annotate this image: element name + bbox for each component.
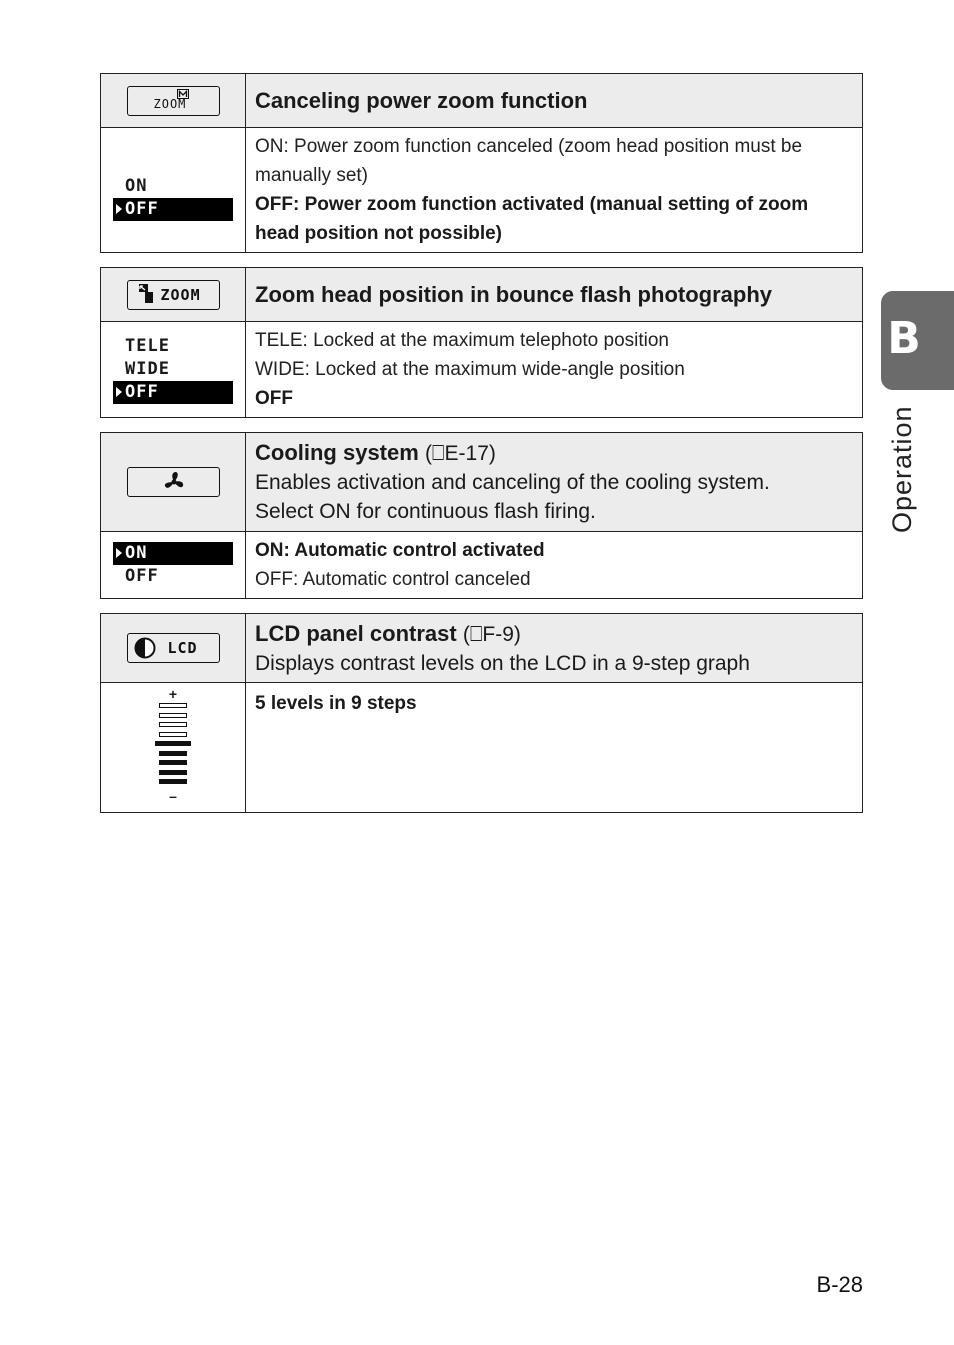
lcd-contrast-icon (127, 633, 220, 663)
contrast-step-segment (159, 703, 187, 708)
option-tele: TELE (125, 336, 170, 356)
chapter-tab (881, 291, 954, 390)
contrast-step-segment (159, 779, 187, 784)
cooling-icon-cell (101, 433, 246, 532)
lcd-contrast-title-cell (246, 614, 863, 683)
graph-plus-label: + (168, 686, 178, 702)
option-on-selected: ON (113, 542, 233, 565)
contrast-step-segment (155, 741, 191, 746)
contrast-step-segment (159, 713, 187, 718)
contrast-step-segment (159, 722, 187, 727)
icon-lcd-text: LCD (167, 639, 198, 657)
desc-line: OFF: Automatic control canceled (255, 569, 531, 590)
setting-table-bounce-zoom (100, 267, 863, 418)
desc-line: ON: Automatic control activated (255, 540, 545, 561)
setting-table-lcd-contrast (100, 613, 863, 813)
bounce-zoom-desc-cell (246, 322, 863, 418)
desc-line: 5 levels in 9 steps (255, 693, 417, 714)
header-desc-line: Displays contrast levels on the LCD in a 9-step graph (255, 651, 750, 675)
desc-line: ON: Power zoom function canceled (zoom head position must be manually set) (255, 136, 803, 186)
chapter-letter: B (887, 313, 921, 364)
setting-table-power-zoom (100, 73, 863, 253)
desc-line: WIDE: Locked at the maximum wide-angle position (255, 359, 685, 380)
lcd-contrast-desc-cell (246, 683, 863, 813)
contrast-level-graph (153, 687, 193, 803)
bounce-zoom-icon-cell (101, 268, 246, 322)
desc-line: OFF: Power zoom function activated (manual setting of zoom head position not possible) (255, 194, 809, 244)
power-zoom-desc-cell (246, 128, 863, 253)
bounce-zoom-options-cell (101, 322, 246, 418)
power-zoom-title-cell (246, 74, 863, 128)
bounce-head-icon (137, 284, 155, 304)
zoom-m-icon (127, 86, 220, 116)
option-off-selected: OFF (113, 381, 233, 404)
contrast-step-segment (159, 760, 187, 765)
zoom-cancel-icon-cell (101, 74, 246, 128)
bounce-zoom-icon (127, 280, 220, 310)
option-off: OFF (125, 566, 159, 586)
desc-line: OFF (255, 388, 293, 409)
option-off-selected: OFF (113, 198, 233, 221)
fan-icon-box (127, 467, 220, 497)
desc-line: TELE: Locked at the maximum telephoto position (255, 330, 670, 351)
header-desc-line: Enables activation and canceling of the cooling system. (255, 471, 770, 494)
lcd-contrast-icon-cell (101, 614, 246, 683)
contrast-step-segment (159, 770, 187, 775)
page-reference: (⎕F-9) (462, 622, 521, 646)
power-zoom-options-cell (101, 128, 246, 253)
chapter-label: Operation (887, 405, 917, 533)
section-title: Cooling system (255, 440, 419, 465)
cooling-desc-cell (246, 532, 863, 599)
page-reference: (⎕E-17) (424, 442, 496, 465)
option-wide: WIDE (125, 359, 170, 379)
contrast-step-segment (159, 732, 187, 737)
header-desc-line: Select ON for continuous flash firing. (255, 500, 596, 523)
page-number: B-28 (816, 1272, 863, 1297)
contrast-step-segment (159, 751, 187, 756)
setting-table-cooling (100, 432, 863, 599)
contrast-half-circle-icon (133, 636, 157, 660)
section-title: Canceling power zoom function (255, 88, 588, 113)
graph-minus-label: – (169, 788, 177, 804)
bounce-zoom-title-cell (246, 268, 863, 322)
cooling-title-cell (246, 433, 863, 532)
cooling-options-cell (101, 532, 246, 599)
fan-icon (159, 470, 189, 494)
icon-zoom-text: ZOOM (160, 285, 201, 304)
section-title: LCD panel contrast (255, 620, 457, 646)
option-on: ON (125, 176, 148, 196)
section-title: Zoom head position in bounce flash photography (255, 282, 772, 307)
icon-zoom-text: ZOOM (153, 96, 187, 111)
lcd-contrast-graph-cell (101, 683, 246, 813)
